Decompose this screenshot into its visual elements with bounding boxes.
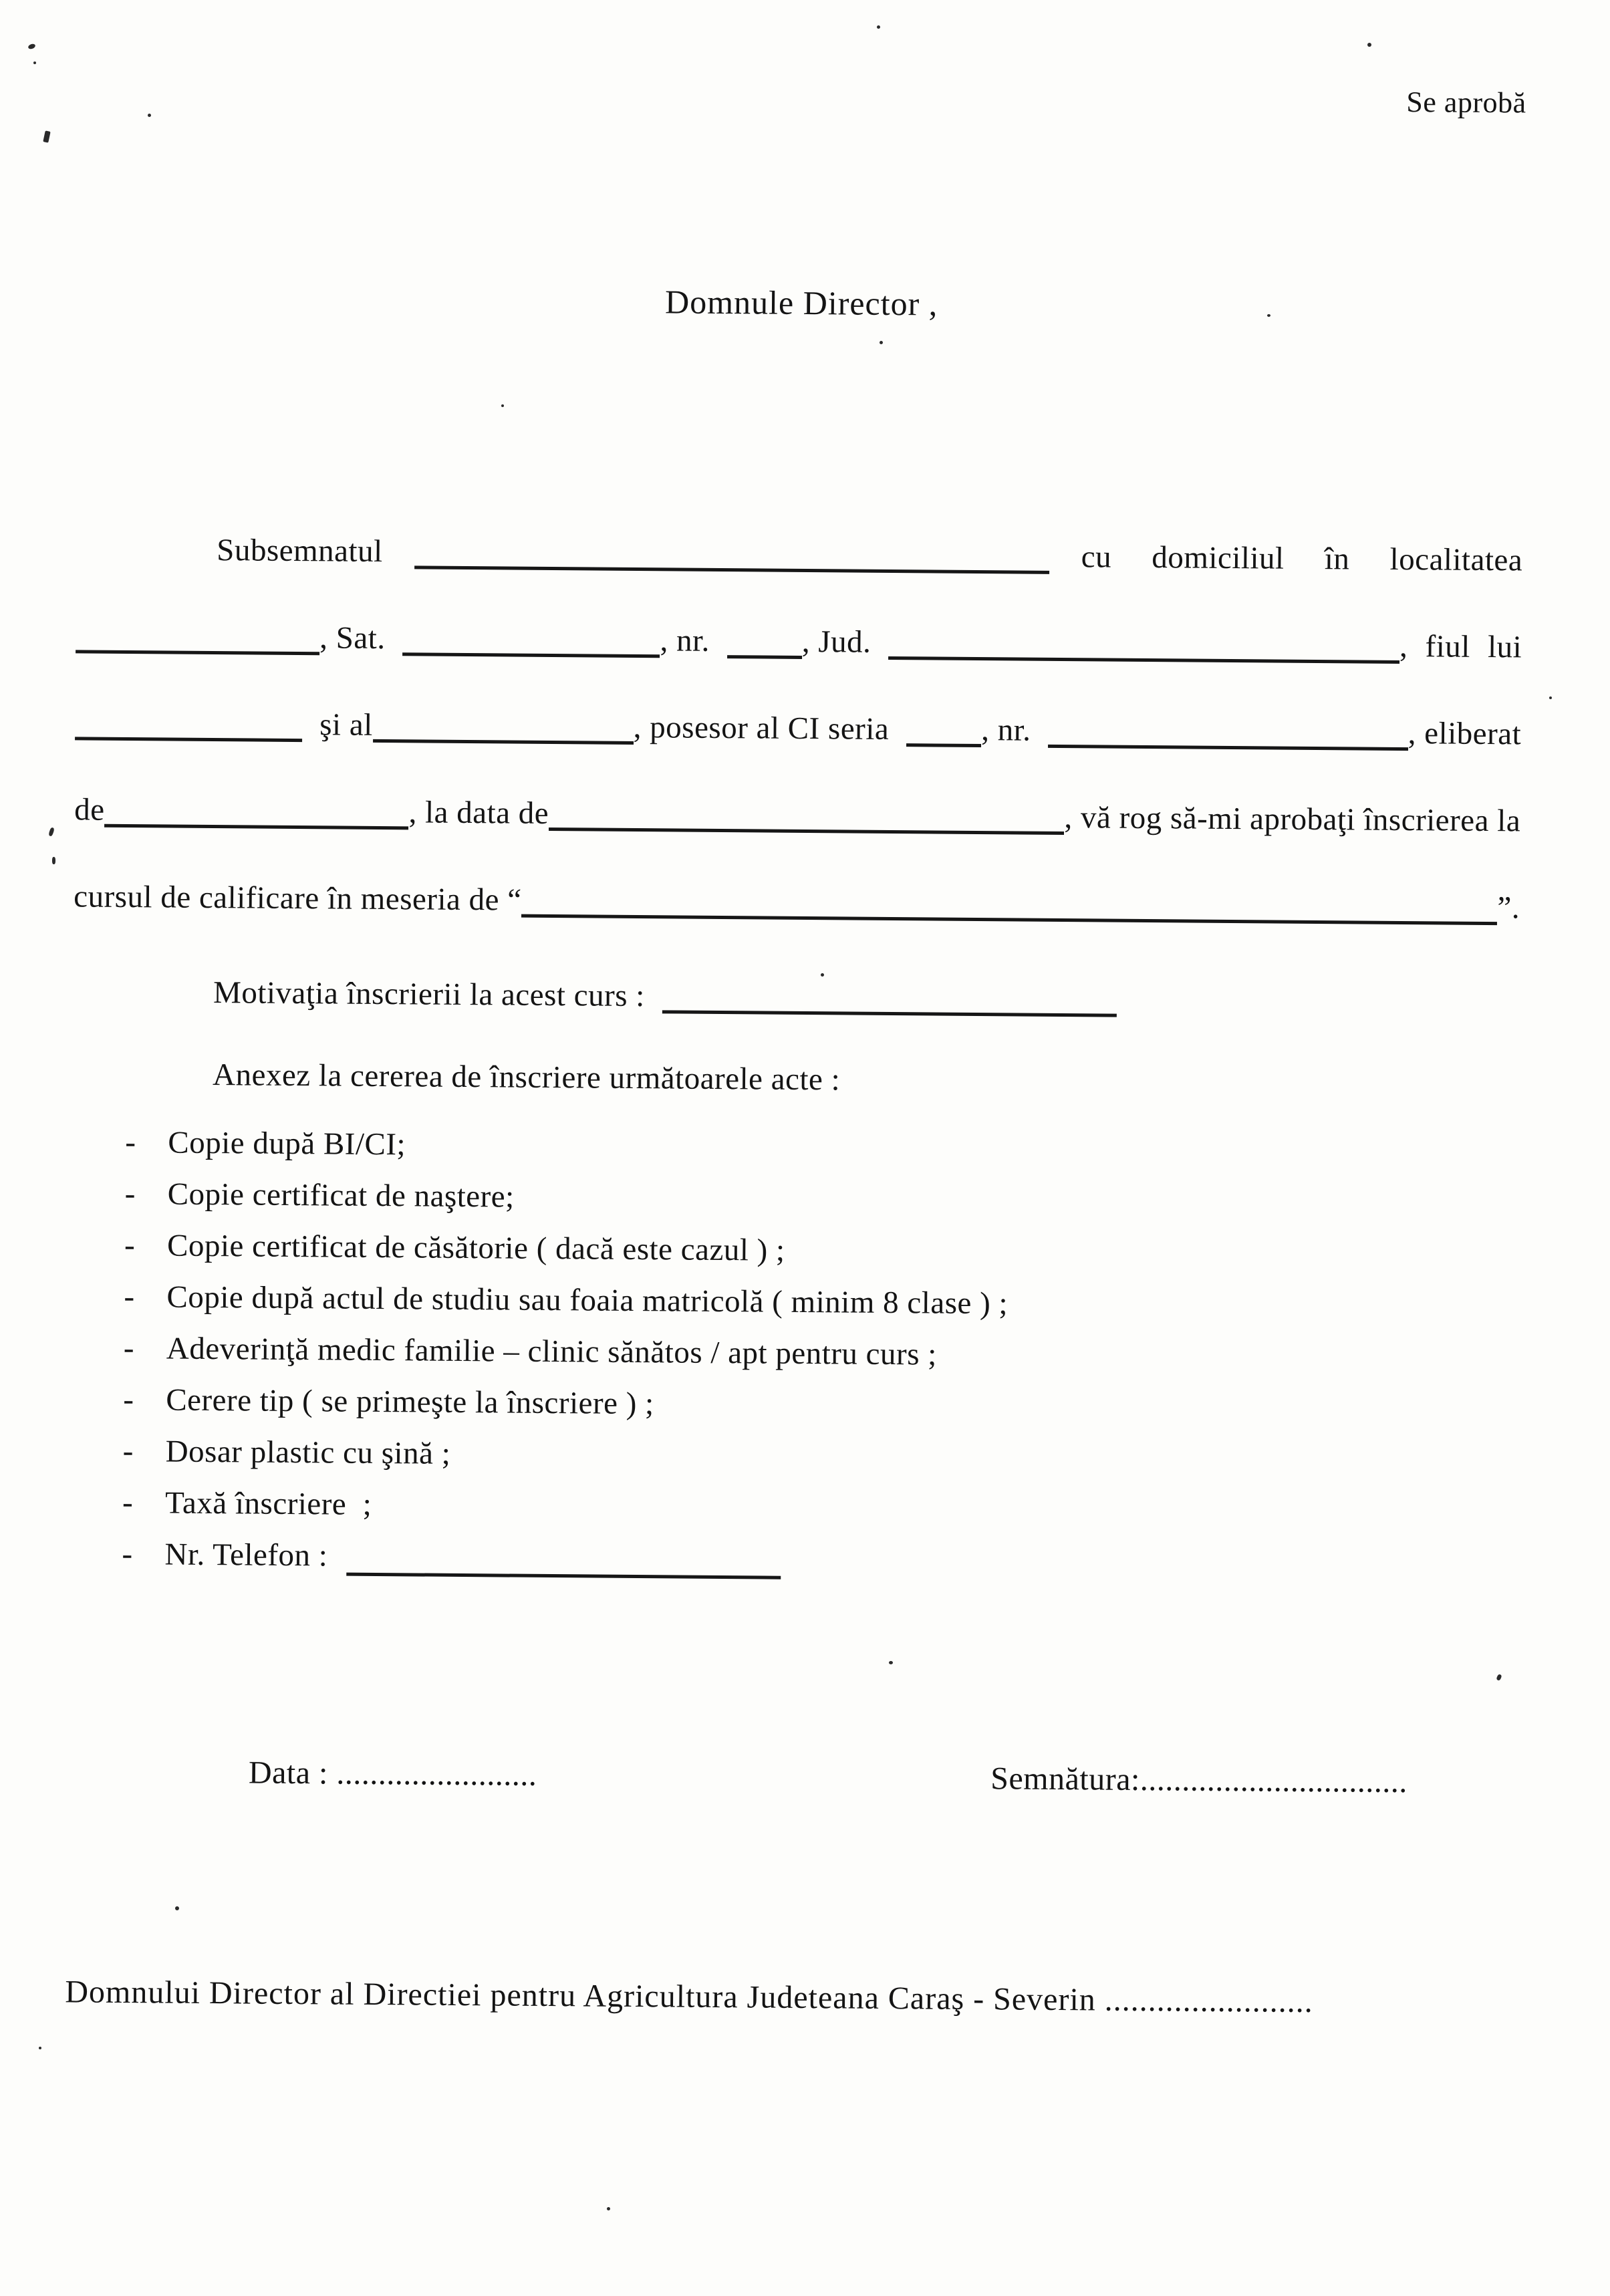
blank-mama-field <box>373 717 634 745</box>
scan-artifact <box>877 25 880 29</box>
form-line-5 <box>74 873 1520 927</box>
list-item-label: Cerere tip ( se primeşte la înscriere ) ; <box>166 1382 654 1422</box>
approval-note: Se aprobă <box>1406 86 1526 120</box>
signature-label: Semnătura:................................ <box>990 1761 1408 1800</box>
label-va-rog: , vă rog să-mi aprobaţi înscrierea la <box>1064 800 1521 839</box>
scan-artifact <box>821 973 824 977</box>
list-item <box>70 1329 1516 1374</box>
list-item-label: Nr. Telefon : <box>164 1537 328 1573</box>
motivation-line <box>73 968 1519 1022</box>
list-item-label: Copie după actul de studiu sau foaia matricolă ( minim 8 clase ) ; <box>166 1279 1009 1321</box>
label-de: de <box>74 792 105 828</box>
bullet-dash: - <box>123 1382 134 1418</box>
scan-artifact <box>39 2047 41 2049</box>
form-line-1 <box>76 525 1522 580</box>
blank-motivatie-field <box>662 987 1117 1017</box>
label-la-data-de: , la data de <box>408 795 549 832</box>
label-motivatia: Motivaţia înscrierii la acest curs : <box>213 975 646 1014</box>
blank-data-eliberarii-field <box>549 805 1065 835</box>
blank-telefon-field <box>346 1550 781 1579</box>
bullet-dash: - <box>122 1485 134 1521</box>
document-title: Domnule Director , <box>664 283 938 323</box>
list-item-telefon <box>68 1535 1514 1580</box>
list-item <box>72 1175 1518 1220</box>
scan-artifact <box>33 61 36 64</box>
blank-nume-field <box>414 543 1049 573</box>
label-sat: , Sat. <box>319 620 386 656</box>
scan-artifact <box>1267 314 1270 317</box>
label-posesor-ci: , posesor al CI seria <box>633 710 890 747</box>
list-item <box>70 1381 1516 1426</box>
list-item-label: Copie certificat de căsătorie ( dacă este cazul ) ; <box>166 1228 785 1268</box>
bullet-dash: - <box>124 1279 135 1315</box>
label-quote-close: ”. <box>1497 890 1520 926</box>
date-label: Data : ........................ <box>248 1755 537 1793</box>
label-nr: , nr. <box>660 623 710 659</box>
scan-artifact <box>607 2207 610 2210</box>
blank-tata-field <box>75 714 302 742</box>
blank-sat-field <box>402 630 660 658</box>
scan-artifact <box>52 857 55 864</box>
signature-row <box>67 1753 1513 1803</box>
label-domiciliul: cu domiciliul în localitatea <box>1081 539 1523 578</box>
list-item <box>69 1484 1515 1529</box>
blank-eliberat-de-field <box>104 801 408 830</box>
bullet-dash: - <box>125 1125 136 1160</box>
addressee-footer: Domnului Director al Directiei pentru Agricultura Judeteana Caraş - Severin ........................ <box>65 1974 1314 2019</box>
scan-artifact <box>175 1906 179 1910</box>
list-item-label: Dosar plastic cu şină ; <box>165 1434 451 1472</box>
request-paragraph <box>65 525 1522 2023</box>
scan-artifact <box>880 341 883 344</box>
list-item-label: Copie după BI/CI; <box>168 1125 406 1162</box>
blank-ci-numar-field <box>1048 722 1408 751</box>
blank-localitate-field <box>76 627 319 655</box>
bullet-dash: - <box>122 1434 134 1469</box>
scan-artifact <box>501 404 504 407</box>
blank-meserie-field <box>521 891 1497 924</box>
label-judet: , Jud. <box>801 624 871 660</box>
bullet-dash: - <box>122 1537 133 1572</box>
list-item <box>72 1124 1518 1168</box>
label-si-al: şi al <box>319 707 373 743</box>
list-item-label: Copie certificat de naştere; <box>167 1176 515 1215</box>
scan-artifact <box>148 114 151 117</box>
scan-artifact <box>889 1661 893 1664</box>
label-cursul: cursul de calificare în meseria de “ <box>74 879 522 918</box>
list-item <box>70 1432 1516 1477</box>
annex-heading-line <box>72 1055 1518 1104</box>
label-eliberat: , eliberat <box>1407 716 1522 752</box>
scan-artifact <box>1549 696 1552 699</box>
label-ci-nr: , nr. <box>981 713 1031 749</box>
form-line-3 <box>75 699 1521 753</box>
form-line-2 <box>76 612 1522 666</box>
bullet-dash: - <box>124 1228 136 1263</box>
label-fiul-lui: , fiul lui <box>1399 629 1522 665</box>
list-item-label: Taxă înscriere ; <box>164 1485 372 1523</box>
blank-judet-field <box>888 634 1399 664</box>
blank-ci-seria-field <box>906 721 981 747</box>
label-anexez: Anexez la cererea de înscriere următoarele acte : <box>212 1057 841 1098</box>
scan-artifact <box>1367 43 1371 47</box>
bullet-dash: - <box>124 1176 136 1212</box>
documents-list <box>68 1124 1518 1580</box>
blank-nr-field <box>727 632 802 659</box>
list-item <box>70 1278 1516 1323</box>
list-item <box>71 1227 1517 1271</box>
list-item-label: Adeverinţă medic familie – clinic sănătos / apt pentru curs ; <box>166 1331 937 1372</box>
form-line-4 <box>74 786 1520 840</box>
bullet-dash: - <box>123 1331 135 1366</box>
label-subsemnatul: Subsemnatul <box>217 533 383 569</box>
